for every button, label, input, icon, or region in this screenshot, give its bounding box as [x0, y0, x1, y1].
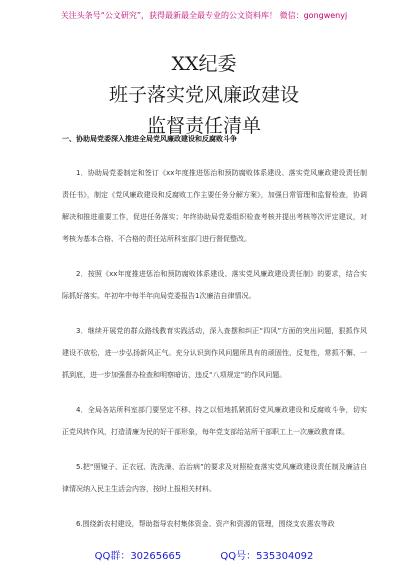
section-heading: 一、协助局党委深入推进全局党风廉政建设和反腐败斗争 — [62, 135, 237, 143]
document-title — [0, 53, 408, 146]
paragraph-1: 1．协助局党委制定和签订《xx年度推进惩治和预防腐败体系建设、落实党风廉政建设责任制责任书》，制定《党风廉政建设和反腐败工作主要任务分解方案》，加强日常管理和监督检查，协调解决和推进重要工作，促进任务落实；年终协助局党委组织检查考核并提出考核等次评定建议，对考核为基本合格、不合格的责任站所科室部门进行督促整改。 — [62, 169, 367, 243]
body-text — [62, 162, 367, 548]
contact-footer — [0, 547, 408, 562]
paragraph-5: 5.把“照镜子、正衣冠、洗洗澡、治治病”的要求及对照检查落实党风廉政建设责任制及廉洁自律情况纳入民主生活会内容，按时上报相关材料。 — [62, 463, 367, 493]
paragraph-2: 2．按照《xx年度推进惩治和预防腐败体系建设、落实党风廉政建设责任制》的要求，结合实际抓好落实。年初年中每半年向局党委报告1次廉洁自律情况。 — [62, 270, 367, 300]
paragraph-6: 6.围绕新农村建设，帮助指导农村集体资金、资产和资源的管理，围绕支农惠农等政 — [76, 520, 335, 528]
title-line-main: 班子落实党风廉政建设 — [108, 84, 299, 106]
title-line-org: XX纪委 — [171, 53, 237, 75]
paragraph-3: 3．继续开展党的群众路线教育实践活动，深入查摆和纠正“四风”方面的突出问题，狠抓作风建设不放松，进一步弘扬新风正气。充分认识到作风问题所具有的顽固性、反复性，常抓不懈、一抓到底，进一步加强督办检查和明察暗访，违反“八项规定”的作风问题。 — [62, 327, 367, 379]
qq-number-text: QQ号：535304092 — [220, 551, 314, 562]
promo-banner-text: 关注头条号“公文研究”，获得最新最全最专业的公文资料库！ 微信：gongwenyj — [60, 11, 348, 20]
title-line-sub: 监督责任清单 — [146, 115, 261, 137]
promo-banner — [0, 10, 408, 21]
paragraph-4: 4．全局各站所科室部门要坚定不移、持之以恒地抓紧抓好党风廉政建设和反腐败斗争，切实正党风转作风，打造清廉为民的好干部形象，每年党支部给站所干部职工上一次廉政教育课。 — [62, 406, 367, 436]
qq-group-text: QQ群：30265665 — [94, 551, 182, 562]
